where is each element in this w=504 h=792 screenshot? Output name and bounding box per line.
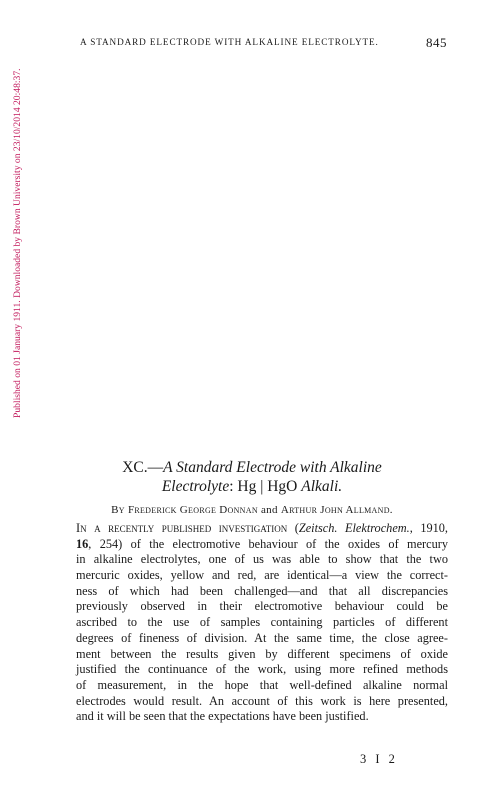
title-text-1: A Standard Electrode with Alkaline	[163, 459, 382, 476]
body-line: mercuric oxides, yellow and red, are identical—a view the correct-	[76, 568, 448, 583]
body-line-1-a: In a recently published investigation (	[76, 521, 299, 535]
body-line: of measurement, in the hope that well-defined alkaline normal	[76, 677, 448, 692]
body-line-2-b: , 254) of the electromotive behaviour of the oxides of mercury	[88, 536, 448, 551]
author-1: Frederick George Donnan	[127, 504, 258, 516]
article-title-line-2	[0, 478, 504, 496]
body-line	[76, 537, 448, 553]
download-watermark[interactable]: Published on 01 January 1911. Downloaded by Brown University on 23/10/2014 20:48:37.	[12, 68, 23, 418]
body-line: and it will be seen that the expectations have been justified.	[76, 709, 369, 724]
byline	[0, 504, 504, 516]
signature-mark: 3 I 2	[360, 752, 398, 766]
volume-number: 16	[76, 536, 89, 551]
body-line: ascribed to the use of samples containing particles of different	[76, 615, 448, 630]
author-2: Arthur John Allmand.	[280, 504, 393, 516]
body-paragraph	[76, 521, 448, 725]
body-line: degrees of fineness of division. At the same time, the close agree-	[76, 630, 448, 645]
body-line	[76, 521, 448, 537]
body-line: ness of which had been challenged—and that all discrepancies	[76, 583, 448, 598]
body-line: in alkaline electrolytes, one of us was able to show that the two	[76, 552, 448, 567]
title-dash: —	[147, 459, 164, 476]
body-line: electrodes would result. An account of this work is here presented,	[76, 693, 448, 708]
body-line-1-c: , 1910,	[409, 521, 448, 535]
page-number: 845	[426, 35, 447, 50]
byline-by: By	[111, 504, 125, 516]
title-text-3: Alkali.	[301, 478, 343, 495]
body-line: justified the continuance of the work, using more refined methods	[76, 662, 448, 677]
journal-name: Zeitsch. Elektrochem.	[298, 521, 410, 535]
article-number: XC.	[122, 459, 148, 476]
running-head: A STANDARD ELECTRODE WITH ALKALINE ELECTROLYTE.	[80, 37, 379, 47]
title-text-2: Electrolyte	[161, 478, 230, 495]
title-formula: : Hg | HgO	[229, 478, 302, 495]
body-line: previously observed in their electromotive behaviour could be	[76, 599, 448, 614]
byline-and: and	[260, 504, 278, 516]
article-title-line-1	[0, 459, 504, 477]
body-line: ment between the results given by different specimens of oxide	[76, 646, 448, 661]
